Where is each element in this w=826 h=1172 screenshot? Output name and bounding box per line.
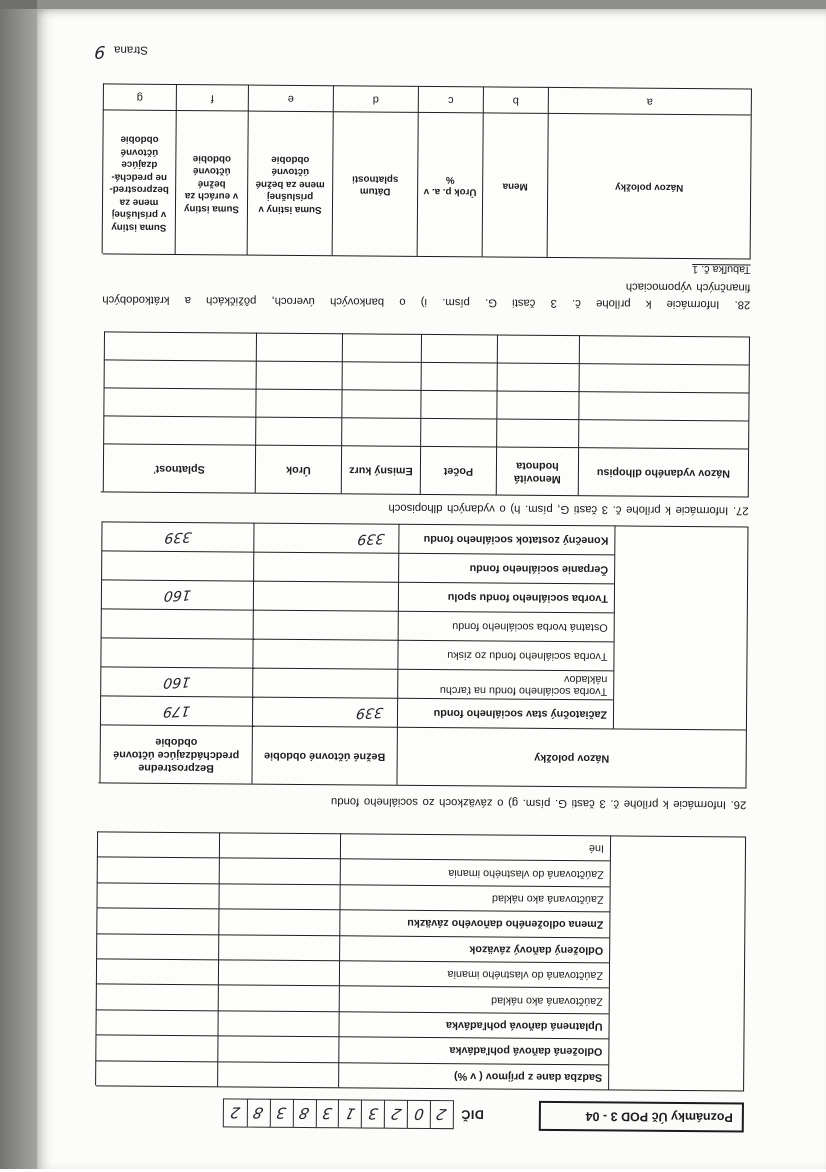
row-label: Sadzba dane z príjmov ( v %) [338, 1062, 608, 1090]
row-label: Ostatná tvorba sociálneho fondu [398, 611, 614, 642]
bonds-table [101, 331, 750, 497]
form-code: Poznámky Úč POD 3 - 04 [585, 1109, 733, 1125]
column-header: Počet [420, 446, 496, 495]
dic-digit-box [406, 1100, 431, 1129]
value-cell [95, 1035, 217, 1061]
row-label: Začiatočný stav sociálneho fondu [397, 698, 613, 729]
value-cell [252, 697, 397, 727]
column-letter: d [333, 85, 418, 112]
dic-digit-box [361, 1099, 386, 1128]
column-header: Menovitá hodnota [496, 447, 578, 496]
dic-digit-box [429, 1100, 454, 1129]
section-27-heading: 27. Informácie k prílohe č. 3 časti G, písm. h) o vydaných dlhopisoch [388, 501, 749, 517]
scanner-edge-corner [0, 0, 37, 9]
column-header: Emisný kurz [341, 445, 420, 494]
empty-cell [421, 334, 497, 363]
dic-digit: 3 [275, 1104, 288, 1123]
column-header: Názov položky [547, 113, 751, 259]
column-header: Názov vydaného dlhopisu [578, 447, 748, 496]
dic-digit: 8 [297, 1104, 312, 1123]
column-header-name: Názov položky [396, 727, 745, 788]
dic-digit-box [246, 1099, 271, 1128]
section-28-heading-line1: 28. Informácie k prílohe č. 3 časti G. písm. i) o bankových úveroch, pôžičkách a krátkodobých [102, 293, 751, 311]
dic-digit: 1 [342, 1104, 358, 1124]
column-header-previous-period: Bezprostredne predchádzajúce účtovné obdobie [99, 724, 251, 783]
empty-cell [256, 361, 342, 390]
empty-cell [496, 419, 578, 448]
dic-digit-box [269, 1099, 294, 1128]
dic-digit: 2 [388, 1105, 403, 1124]
empty-cell [420, 418, 496, 447]
column-header: Suma istiny v eurách za bežné účtovné obdobie [175, 110, 248, 255]
empty-cell [497, 335, 579, 364]
value-cell [100, 666, 252, 696]
value-cell [252, 668, 397, 698]
empty-cell [255, 389, 341, 418]
row-label: Uplatnená daňová pohľadávka [338, 1011, 608, 1039]
row-label: Odložená daňová pohľadávka [338, 1037, 608, 1065]
form-content [32, 6, 826, 1172]
value-cell [217, 1010, 338, 1036]
value-cell [96, 882, 218, 908]
empty-cell [104, 332, 256, 361]
handwritten-value: 339 [356, 530, 386, 548]
empty-cell [496, 391, 578, 420]
value-cell [252, 639, 397, 669]
dic-digit-box [383, 1100, 408, 1129]
value-cell [97, 857, 219, 883]
empty-cell [341, 389, 420, 418]
column-header: Suma istiny v príslušnej mene za bežné účtovné obdobie [247, 111, 333, 256]
value-cell [100, 637, 252, 667]
column-letter: g [103, 83, 176, 110]
value-cell [96, 984, 218, 1010]
fund-table-left-strip [613, 526, 748, 730]
empty-cell [421, 362, 497, 391]
empty-cell [342, 333, 421, 362]
dic-digit-box [223, 1098, 248, 1127]
value-cell [217, 1036, 338, 1062]
column-letter: f [176, 84, 248, 111]
column-header: Splatnosť [103, 444, 255, 493]
empty-cell [578, 419, 748, 448]
value-cell [218, 985, 339, 1011]
handwritten-value: 160 [163, 586, 192, 604]
section-28-heading-line2: finančných výpomociach [625, 280, 751, 294]
column-header: Úrok [255, 445, 341, 494]
tax-table-left-strip [608, 836, 745, 1091]
value-cell [218, 934, 339, 960]
value-cell [253, 552, 398, 582]
table-1-label: Tabuľka č. 1 [692, 263, 751, 276]
scanner-edge-left [0, 0, 37, 1169]
column-header-current-period: Bežné účtovné obdobie [251, 726, 396, 785]
value-cell [218, 909, 339, 935]
value-cell [96, 908, 218, 934]
value-cell [95, 1009, 217, 1035]
value-cell [253, 610, 398, 640]
empty-cell [578, 391, 748, 420]
form-code-box [539, 1101, 744, 1133]
handwritten-value: 339 [355, 704, 385, 722]
column-letter: c [418, 86, 483, 113]
column-header: Mena [482, 112, 548, 257]
value-cell [96, 933, 218, 959]
column-letter: a [548, 87, 751, 115]
column-letter: b [483, 86, 548, 113]
empty-cell [341, 417, 420, 446]
tax-table [96, 831, 746, 1091]
rotated-sheet [32, 6, 826, 1172]
social-fund-table [98, 521, 748, 788]
strana-label: Strana [114, 43, 148, 56]
row-label: Konečný zostatok sociálneho fondu [398, 524, 614, 555]
row-label: Tvorba sociálneho fondu na ťarchu nákladov [397, 669, 613, 700]
row-label: Tvorba sociálneho fondu zo zisku [397, 640, 613, 671]
column-header: Úrok p. a. v % [417, 112, 483, 257]
column-letter: e [248, 85, 333, 112]
handwritten-page-number: 9 [93, 41, 106, 62]
row-label: Iné [340, 833, 610, 861]
section-26-heading: 26. Informácie k prílohe č. 3 časti G. písm. g) o záväzkoch zo sociálneho fondu [330, 795, 747, 811]
row-label: Zmena odloženého daňového záväzku [339, 910, 609, 938]
handwritten-value: 160 [162, 673, 192, 691]
row-label: Zaúčtovaná ako náklad [339, 986, 609, 1014]
dic-field [223, 1098, 484, 1129]
row-label: Tvorba sociálneho fondu spolu [398, 582, 614, 613]
value-cell [100, 695, 252, 725]
value-cell [101, 608, 253, 638]
empty-cell [255, 417, 341, 446]
bank-loans-table [103, 84, 752, 260]
empty-cell [256, 333, 342, 362]
dic-digit: 8 [251, 1103, 266, 1123]
dic-digit-box [315, 1099, 340, 1128]
empty-cell [103, 388, 255, 417]
dic-digit-boxes [223, 1098, 454, 1129]
value-cell [95, 1060, 217, 1086]
value-cell [96, 958, 218, 984]
column-header: Suma istiny v príslušnej mene za bezprostred-ne predchá- dzajúce účtovné obdobie [102, 109, 176, 254]
page-number-row [94, 41, 752, 66]
value-cell [101, 579, 253, 609]
empty-cell [497, 363, 579, 392]
empty-cell [103, 416, 255, 445]
row-label: Čerpanie sociálneho fondu [398, 553, 614, 584]
value-cell [217, 1061, 338, 1087]
column-header: Dátum splatnosti [332, 111, 418, 256]
handwritten-value: 339 [163, 528, 193, 546]
row-label: Zaúčtovaná do vlastného imania [339, 960, 609, 988]
value-cell [218, 883, 339, 909]
value-cell [218, 959, 339, 985]
empty-cell [420, 390, 496, 419]
row-label: Zaúčtovaná ako náklad [339, 884, 609, 912]
value-cell [219, 858, 340, 884]
paper-page [37, 9, 826, 1169]
value-cell [97, 831, 219, 857]
empty-cell [104, 360, 256, 389]
dic-digit: 3 [321, 1104, 333, 1123]
value-cell [253, 581, 398, 611]
dic-digit-box [292, 1099, 317, 1128]
dic-digit: 2 [229, 1103, 242, 1123]
empty-cell [342, 361, 421, 390]
value-cell [101, 550, 253, 580]
form-header-row [96, 1094, 744, 1132]
dic-digit: 2 [434, 1105, 449, 1124]
handwritten-value: 179 [162, 702, 191, 720]
dic-digit: 0 [412, 1105, 425, 1124]
empty-cell [579, 363, 749, 392]
dic-digit: 3 [367, 1104, 379, 1124]
row-label: Zaúčtovaná do vlastného imania [340, 859, 610, 887]
empty-cell [579, 335, 749, 364]
dic-digit-box [338, 1099, 363, 1128]
value-cell [253, 523, 398, 553]
value-cell [219, 832, 340, 858]
value-cell [101, 522, 253, 552]
dic-label: DIČ [460, 1107, 484, 1122]
row-label: Odložený daňový záväzok [339, 935, 609, 963]
